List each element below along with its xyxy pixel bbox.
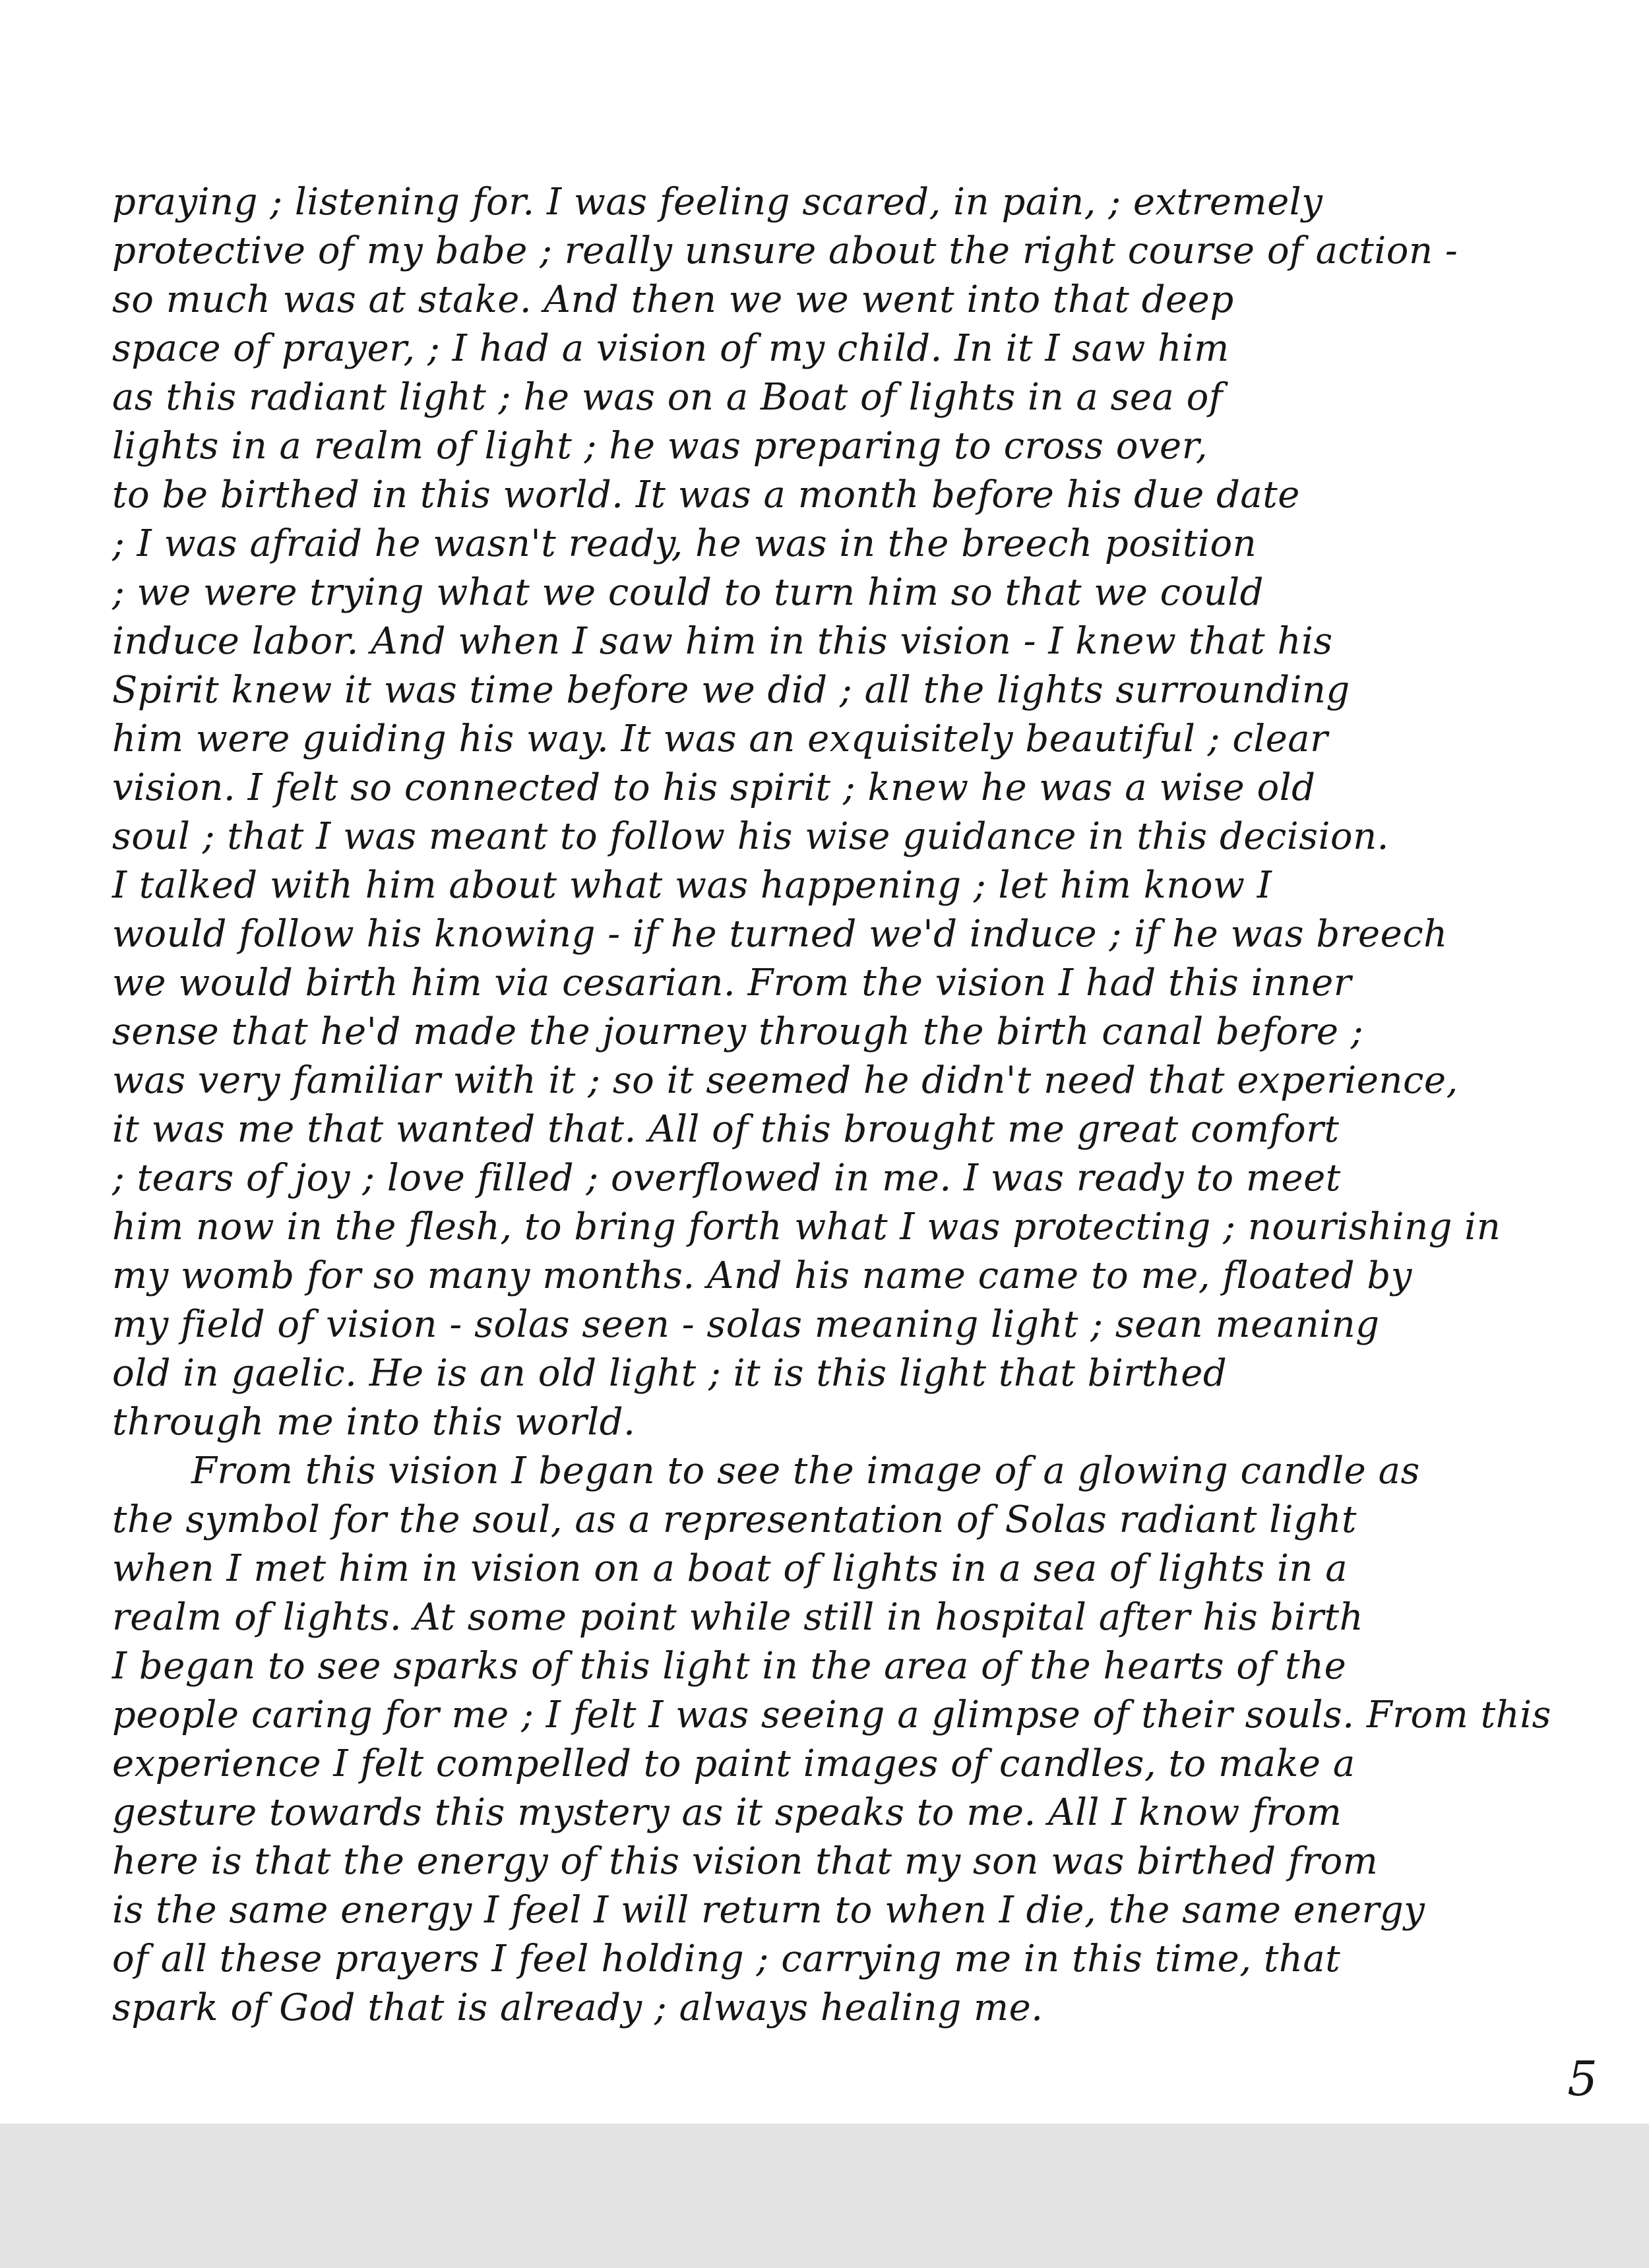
text-line: is the same energy I feel I will return to when I die, the same energy bbox=[112, 1889, 1425, 1932]
text-line: the symbol for the soul, as a representation of Solas radiant light bbox=[112, 1498, 1357, 1541]
text-line: From this vision I began to see the image of a glowing candle as bbox=[191, 1450, 1420, 1492]
text-line: of all these prayers I feel holding ; carrying me in this time, that bbox=[112, 1938, 1341, 1980]
text-line: protective of my babe ; really unsure about the right course of action - bbox=[112, 230, 1458, 272]
text-line: praying ; listening for. I was feeling scared, in pain, ; extremely bbox=[112, 181, 1323, 224]
text-line: to be birthed in this world. It was a month before his due date bbox=[112, 474, 1300, 516]
text-line: sense that he'd made the journey through the birth canal before ; bbox=[112, 1010, 1364, 1053]
text-line: vision. I felt so connected to his spirit ; knew he was a wise old bbox=[112, 766, 1316, 809]
text-line: it was me that wanted that. All of this brought me great comfort bbox=[112, 1108, 1340, 1151]
text-line: soul ; that I was meant to follow his wise guidance in this decision. bbox=[112, 815, 1389, 858]
text-line: I talked with him about what was happening ; let him know I bbox=[112, 864, 1272, 907]
text-line: spark of God that is already ; always healing me. bbox=[112, 1986, 1043, 2029]
text-line: realm of lights. At some point while still in hospital after his birth bbox=[112, 1596, 1364, 1639]
text-line: ; we were trying what we could to turn him so that we could bbox=[112, 571, 1264, 614]
text-line: him were guiding his way. It was an exquisitely beautiful ; clear bbox=[112, 718, 1328, 760]
text-line: him now in the flesh, to bring forth what I was protecting ; nourishing in bbox=[112, 1206, 1501, 1248]
text-line: was very familiar with it ; so it seemed he didn't need that experience, bbox=[112, 1059, 1458, 1102]
text-line: when I met him in vision on a boat of lights in a sea of lights in a bbox=[112, 1547, 1348, 1590]
text-line: people caring for me ; I felt I was seeing a glimpse of their souls. From this bbox=[112, 1694, 1551, 1736]
text-line: ; I was afraid he wasn't ready, he was in the breech position bbox=[112, 522, 1257, 565]
text-line: here is that the energy of this vision that my son was birthed from bbox=[112, 1840, 1379, 1883]
text-line: experience I felt compelled to paint images of candles, to make a bbox=[112, 1742, 1355, 1785]
text-line: ; tears of joy ; love filled ; overflowed in me. I was ready to meet bbox=[112, 1157, 1341, 1200]
text-line: as this radiant light ; he was on a Boat of lights in a sea of bbox=[112, 376, 1224, 419]
scan-background bbox=[0, 2124, 1649, 2268]
text-line: my field of vision - solas seen - solas meaning light ; sean meaning bbox=[112, 1303, 1380, 1346]
text-line: Spirit knew it was time before we did ; all the lights surrounding bbox=[112, 669, 1350, 712]
text-line: old in gaelic. He is an old light ; it is this light that birthed bbox=[112, 1352, 1228, 1395]
text-line: induce labor. And when I saw him in this vision - I knew that his bbox=[112, 620, 1333, 663]
page-number: 5 bbox=[1567, 2051, 1598, 2106]
text-line: so much was at stake. And then we we went into that deep bbox=[112, 278, 1234, 321]
text-line: my womb for so many months. And his name came to me, floated by bbox=[112, 1254, 1412, 1297]
text-line: space of prayer, ; I had a vision of my child. In it I saw him bbox=[112, 327, 1229, 370]
text-line: through me into this world. bbox=[112, 1401, 636, 1444]
text-line: would follow his knowing - if he turned we'd induce ; if he was breech bbox=[112, 913, 1448, 956]
text-line: gesture towards this mystery as it speaks to me. All I know from bbox=[112, 1791, 1342, 1834]
text-line: we would birth him via cesarian. From the vision I had this inner bbox=[112, 962, 1352, 1004]
handwritten-text-block bbox=[112, 178, 1551, 2033]
text-line: I began to see sparks of this light in the area of the hearts of the bbox=[112, 1645, 1347, 1688]
text-line: lights in a realm of light ; he was preparing to cross over, bbox=[112, 425, 1208, 468]
